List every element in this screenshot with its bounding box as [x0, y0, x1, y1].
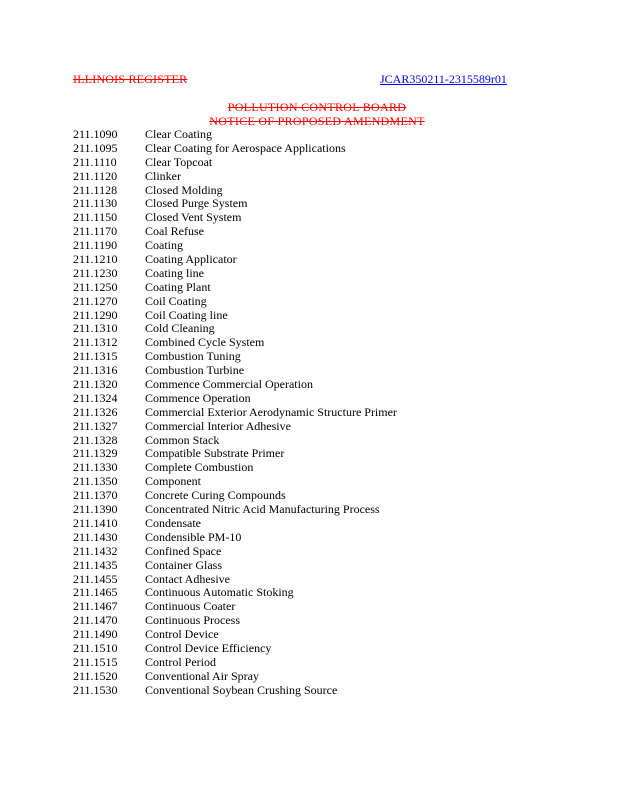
section-term: Control Device Efficiency	[145, 640, 272, 655]
section-entry	[73, 475, 397, 489]
section-number: 211.1530	[73, 682, 118, 697]
section-number: 211.1310	[73, 321, 118, 336]
section-entry	[73, 211, 397, 225]
section-term: Continuous Coater	[145, 599, 236, 614]
section-number: 211.1327	[73, 418, 118, 433]
section-entry	[73, 461, 397, 475]
section-entry	[73, 559, 397, 573]
section-entry	[73, 420, 397, 434]
section-entry	[73, 170, 397, 184]
section-number: 211.1170	[73, 224, 118, 239]
section-entry	[73, 267, 397, 281]
section-entry	[73, 184, 397, 198]
section-number: 211.1350	[73, 474, 118, 489]
section-entry	[73, 573, 397, 587]
section-term: Clinker	[145, 168, 181, 183]
section-entry	[73, 253, 397, 267]
section-term: Coil Coating	[145, 293, 207, 308]
section-term: Continuous Automatic Stoking	[145, 585, 294, 600]
section-term: Clear Topcoat	[145, 154, 213, 169]
section-number: 211.1329	[73, 446, 118, 461]
section-entry	[73, 295, 397, 309]
section-entry	[73, 364, 397, 378]
section-term: Conventional Soybean Crushing Source	[145, 682, 338, 697]
section-entry	[73, 350, 397, 364]
section-term: Commence Operation	[145, 390, 251, 405]
section-term: Closed Purge System	[145, 196, 248, 211]
section-term: Coil Coating line	[145, 307, 228, 322]
section-number: 211.1465	[73, 585, 118, 600]
section-term: Closed Vent System	[145, 210, 242, 225]
section-term: Closed Molding	[145, 182, 223, 197]
section-number: 211.1190	[73, 238, 118, 253]
section-number: 211.1515	[73, 654, 118, 669]
section-term: Combustion Turbine	[145, 363, 245, 378]
section-entry	[73, 586, 397, 600]
section-entry	[73, 531, 397, 545]
section-entry	[73, 670, 397, 684]
section-number: 211.1128	[73, 182, 118, 197]
section-term: Commercial Interior Adhesive	[145, 418, 291, 433]
section-number: 211.1432	[73, 543, 118, 558]
section-number: 211.1328	[73, 432, 118, 447]
section-entry	[73, 392, 397, 406]
section-term: Component	[145, 474, 201, 489]
section-term: Control Period	[145, 654, 216, 669]
section-number: 211.1324	[73, 390, 118, 405]
section-term: Clear Coating	[145, 127, 212, 141]
section-number: 211.1470	[73, 613, 118, 628]
section-entry	[73, 642, 397, 656]
notice-title: NOTICE OF PROPOSED AMENDMENT	[209, 114, 425, 128]
section-number: 211.1270	[73, 293, 118, 308]
section-term: Common Stack	[145, 432, 220, 447]
section-number: 211.1490	[73, 627, 118, 642]
section-entry	[73, 600, 397, 614]
section-number: 211.1150	[73, 210, 118, 225]
section-term: Conventional Air Spray	[145, 668, 259, 683]
section-term: Cold Cleaning	[145, 321, 215, 336]
section-entry	[73, 239, 397, 253]
section-number: 211.1210	[73, 252, 118, 267]
section-entry	[73, 142, 397, 156]
section-entry	[73, 503, 397, 517]
section-term: Coating line	[145, 265, 204, 280]
section-number: 211.1410	[73, 515, 118, 530]
section-number: 211.1130	[73, 196, 118, 211]
section-number: 211.1095	[73, 140, 118, 155]
section-term: Control Device	[145, 627, 219, 642]
section-term: Confined Space	[145, 543, 222, 558]
section-number: 211.1120	[73, 168, 118, 183]
section-number: 211.1110	[73, 154, 117, 169]
section-term: Coating Applicator	[145, 252, 237, 267]
section-entry	[73, 336, 397, 350]
section-term: Coating Plant	[145, 279, 211, 294]
section-entry	[73, 614, 397, 628]
section-entry	[73, 434, 397, 448]
section-number: 211.1320	[73, 377, 118, 392]
section-entry	[73, 156, 397, 170]
section-number: 211.1315	[73, 349, 118, 364]
section-term: Compatible Substrate Primer	[145, 446, 285, 461]
section-term: Complete Combustion	[145, 460, 254, 475]
section-number: 211.1430	[73, 529, 118, 544]
section-number: 211.1090	[73, 127, 118, 141]
section-term: Concentrated Nitric Acid Manufacturing Process	[145, 502, 380, 517]
section-entry	[73, 684, 397, 698]
section-term: Coating	[145, 238, 183, 253]
section-entry	[73, 309, 397, 323]
section-term: Continuous Process	[145, 613, 241, 628]
section-term: Clear Coating for Aerospace Applications	[145, 140, 346, 155]
section-number: 211.1312	[73, 335, 118, 350]
section-number: 211.1455	[73, 571, 118, 586]
section-list	[73, 128, 397, 698]
section-term: Combustion Tuning	[145, 349, 241, 364]
section-entry	[73, 545, 397, 559]
section-term: Container Glass	[145, 557, 222, 572]
section-number: 211.1316	[73, 363, 118, 378]
section-entry	[73, 197, 397, 211]
section-term: Combined Cycle System	[145, 335, 265, 350]
section-entry	[73, 281, 397, 295]
section-term: Coal Refuse	[145, 224, 204, 239]
section-entry	[73, 628, 397, 642]
section-entry	[73, 128, 397, 142]
section-term: Concrete Curing Compounds	[145, 488, 286, 503]
section-entry	[73, 517, 397, 531]
section-number: 211.1510	[73, 640, 118, 655]
section-number: 211.1390	[73, 502, 118, 517]
register-header: ILLINOIS REGISTER	[73, 72, 188, 86]
section-number: 211.1330	[73, 460, 118, 475]
section-number: 211.1467	[73, 599, 118, 614]
section-number: 211.1520	[73, 668, 118, 683]
document-id-link[interactable]: JCAR350211-2315589r01	[380, 72, 507, 86]
section-entry	[73, 378, 397, 392]
section-entry	[73, 322, 397, 336]
section-term: Commercial Exterior Aerodynamic Structure Primer	[145, 404, 397, 419]
section-entry	[73, 656, 397, 670]
section-entry	[73, 406, 397, 420]
agency-title: POLLUTION CONTROL BOARD	[227, 100, 407, 114]
section-number: 211.1370	[73, 488, 118, 503]
section-entry	[73, 489, 397, 503]
section-entry	[73, 447, 397, 461]
section-term: Condensate	[145, 515, 201, 530]
section-number: 211.1230	[73, 265, 118, 280]
section-entry	[73, 225, 397, 239]
section-term: Condensible PM-10	[145, 529, 242, 544]
section-number: 211.1290	[73, 307, 118, 322]
section-number: 211.1250	[73, 279, 118, 294]
section-number: 211.1326	[73, 404, 118, 419]
section-number: 211.1435	[73, 557, 118, 572]
section-term: Commence Commercial Operation	[145, 377, 313, 392]
section-term: Contact Adhesive	[145, 571, 230, 586]
